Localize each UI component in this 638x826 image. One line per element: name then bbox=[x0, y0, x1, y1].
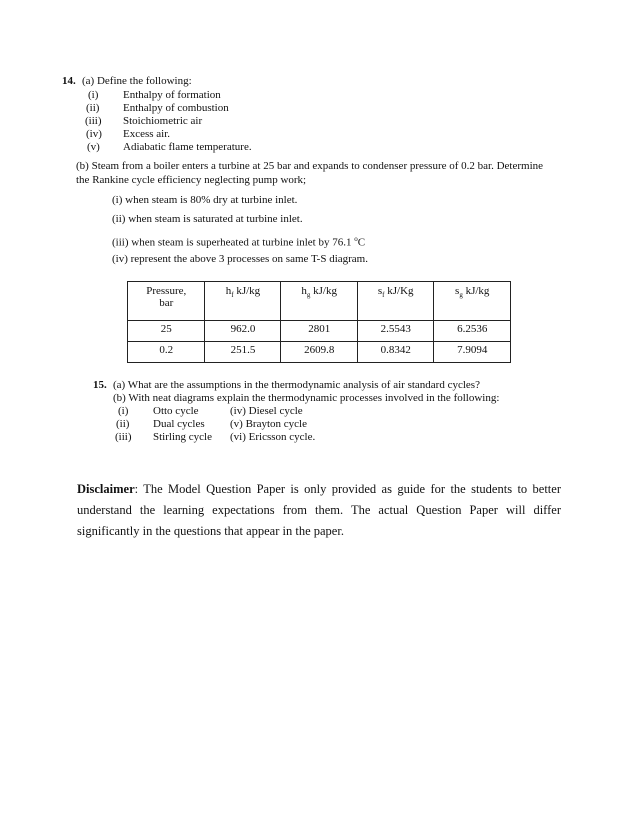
header-pressure-line2: bar bbox=[159, 297, 174, 309]
list-item-text: Otto cycle bbox=[153, 405, 199, 417]
table-cell: 2609.8 bbox=[281, 342, 358, 363]
list-item-text: Excess air. bbox=[123, 128, 171, 140]
q14-b-item-3 bbox=[112, 233, 365, 250]
table-cell: 251.5 bbox=[205, 342, 281, 363]
q14-b-item-3-text: (iii) when steam is superheated at turbine inlet by 76.1 bbox=[112, 236, 355, 249]
header-hg-sub: g bbox=[306, 291, 311, 300]
q14-b-line2: the Rankine cycle efficiency neglecting pump work; bbox=[76, 174, 307, 186]
header-hg-main: h bbox=[301, 285, 307, 297]
q14-b-item-4: (iv) represent the above 3 processes on same T-S diagram. bbox=[112, 253, 368, 265]
list-item-text: Stoichiometric air bbox=[123, 115, 203, 127]
table-header-cell bbox=[357, 282, 434, 321]
list-item-label: (ii) bbox=[116, 418, 130, 430]
list-item-text: Dual cycles bbox=[153, 418, 205, 430]
list-item-label: (i) bbox=[118, 405, 129, 417]
header-sf-rest: kJ/Kg bbox=[384, 285, 414, 297]
q14-b-item-2: (ii) when steam is saturated at turbine inlet. bbox=[112, 213, 303, 225]
list-item-label: (iii) bbox=[115, 431, 132, 443]
table-header-cell bbox=[281, 282, 358, 321]
header-hf-sub: f bbox=[231, 291, 234, 300]
degree-sup: o bbox=[354, 235, 358, 243]
list-item-text: Adiabatic flame temperature. bbox=[123, 141, 252, 153]
q14-b-line1: (b) Steam from a boiler enters a turbine at 25 bar and expands to condenser pressure of 0.2 bar. Determine bbox=[76, 160, 544, 172]
table-header-cell bbox=[434, 282, 511, 321]
table-cell: 2.5543 bbox=[357, 321, 434, 342]
table-cell: 0.2 bbox=[128, 342, 205, 363]
list-item-text: (v) Brayton cycle bbox=[230, 418, 307, 430]
disclaimer-heading: Disclaimer bbox=[77, 482, 135, 496]
q15-number: 15. bbox=[93, 379, 107, 391]
q14-a-intro: (a) Define the following: bbox=[82, 75, 192, 87]
header-sg-main: s bbox=[455, 285, 460, 297]
header-hg-rest: kJ/kg bbox=[310, 285, 337, 297]
table-header-row bbox=[128, 282, 511, 321]
q15-b: (b) With neat diagrams explain the thermodynamic processes involved in the following: bbox=[113, 392, 500, 404]
table-header-cell bbox=[205, 282, 281, 321]
table-header-cell bbox=[128, 282, 205, 321]
list-item-text: (iv) Diesel cycle bbox=[230, 405, 303, 417]
table-row bbox=[128, 321, 511, 342]
list-item-text: Stirling cycle bbox=[153, 431, 212, 443]
header-sf-main: s bbox=[377, 285, 383, 297]
list-item-label: (v) bbox=[87, 141, 100, 153]
header-hf-rest: kJ/kg bbox=[233, 285, 261, 297]
list-item-label: (iv) bbox=[86, 128, 102, 140]
table-cell: 2801 bbox=[281, 321, 358, 342]
table-row bbox=[128, 342, 511, 363]
list-item-label: (iii) bbox=[85, 115, 102, 127]
table-cell: 0.8342 bbox=[357, 342, 434, 363]
list-item-label: (i) bbox=[88, 89, 99, 101]
table-cell: 7.9094 bbox=[434, 342, 511, 363]
table-cell: 962.0 bbox=[205, 321, 281, 342]
list-item-text: Enthalpy of combustion bbox=[123, 102, 229, 114]
q14-b-item-1: (i) when steam is 80% dry at turbine inlet. bbox=[112, 194, 298, 206]
list-item-text: Enthalpy of formation bbox=[123, 89, 221, 101]
disclaimer bbox=[77, 479, 561, 542]
header-pressure-line1: Pressure, bbox=[146, 285, 187, 297]
header-sg-rest: kJ/kg bbox=[462, 285, 490, 297]
table-cell: 6.2536 bbox=[434, 321, 511, 342]
q14-number: 14. bbox=[62, 75, 76, 87]
header-hf-main: h bbox=[225, 285, 232, 297]
list-item-label: (ii) bbox=[86, 102, 100, 114]
steam-property-table bbox=[127, 281, 511, 363]
q15-a: (a) What are the assumptions in the thermodynamic analysis of air standard cycles? bbox=[113, 379, 480, 391]
header-sf-sub: f bbox=[382, 291, 385, 300]
list-item-text: (vi) Ericsson cycle. bbox=[230, 431, 316, 443]
table-cell: 25 bbox=[128, 321, 205, 342]
header-sg-sub: g bbox=[459, 291, 463, 300]
degree-unit: C bbox=[357, 236, 366, 249]
disclaimer-text: : The Model Question Paper is only provided as guide for the students to better understand the learning expectations from them. The actual Question Paper will differ significantly in the questions that appear in the paper. bbox=[77, 482, 561, 538]
